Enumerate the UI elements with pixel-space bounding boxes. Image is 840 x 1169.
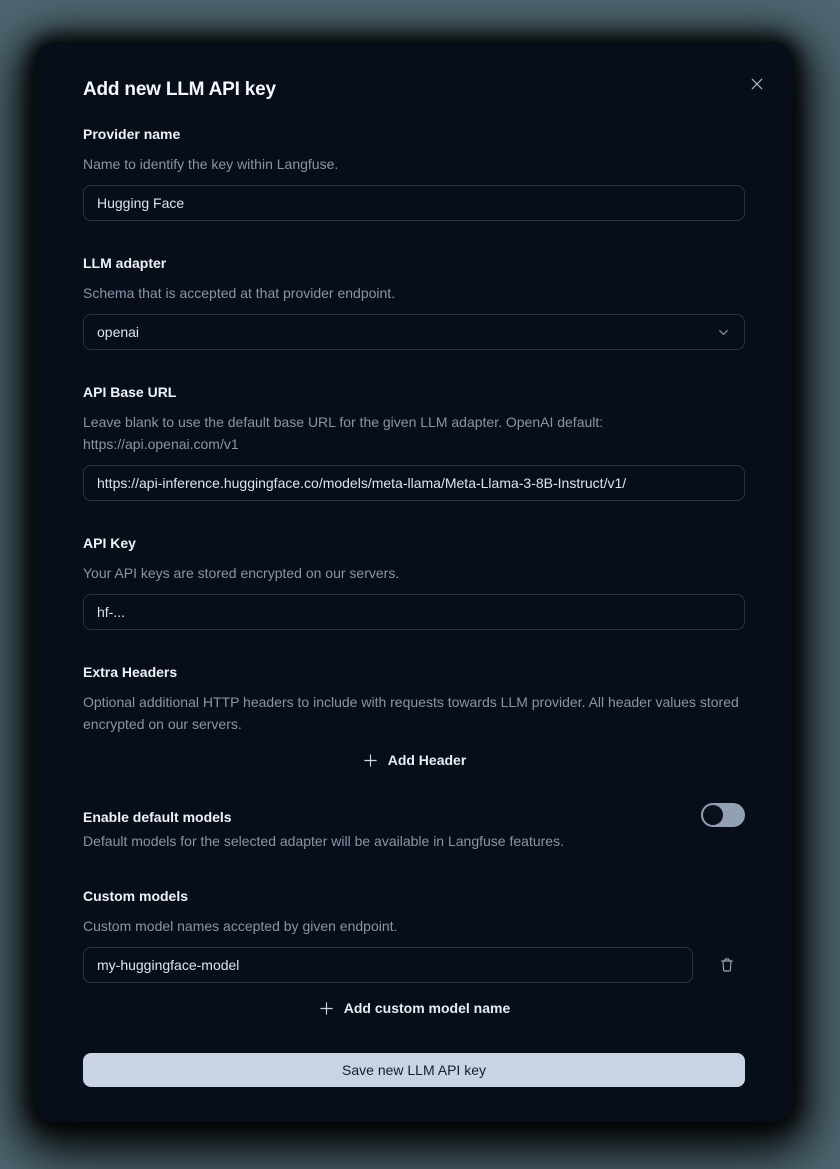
- chevron-down-icon: [716, 325, 731, 340]
- plus-icon: [318, 1000, 335, 1017]
- llm-adapter-label: LLM adapter: [83, 255, 167, 271]
- api-base-url-label: API Base URL: [83, 384, 177, 400]
- add-header-button-label: Add Header: [387, 752, 467, 768]
- close-button[interactable]: [745, 72, 769, 96]
- provider-name-group: [83, 124, 745, 221]
- enable-default-models-toggle[interactable]: [701, 803, 745, 827]
- api-key-group: [83, 533, 745, 630]
- custom-model-input[interactable]: [83, 947, 693, 983]
- delete-custom-model-button[interactable]: [717, 955, 737, 975]
- enable-default-models-description: Default models for the selected adapter will be available in Langfuse features.: [83, 833, 564, 849]
- extra-headers-description: Optional additional HTTP headers to include with requests towards LLM provider. All header values stored encrypted on our servers.: [83, 694, 739, 732]
- provider-name-description: Name to identify the key within Langfuse.: [83, 156, 339, 172]
- trash-icon: [719, 956, 735, 974]
- custom-model-row: [83, 947, 745, 983]
- enable-default-models-group: [83, 807, 745, 852]
- add-custom-model-button-label: Add custom model name: [343, 1000, 511, 1016]
- add-llm-api-key-dialog: [35, 42, 793, 1122]
- plus-icon: [362, 752, 379, 769]
- custom-models-description: Custom model names accepted by given endpoint.: [83, 918, 398, 934]
- api-base-url-description: Leave blank to use the default base URL for the given LLM adapter. OpenAI default: https://api.openai.com/v1: [83, 414, 604, 452]
- llm-adapter-select[interactable]: [83, 314, 745, 350]
- api-base-url-input[interactable]: [83, 465, 745, 501]
- provider-name-input[interactable]: [83, 185, 745, 221]
- llm-adapter-description: Schema that is accepted at that provider endpoint.: [83, 285, 396, 301]
- save-button[interactable]: Save new LLM API key: [83, 1053, 745, 1087]
- api-key-input[interactable]: [83, 594, 745, 630]
- llm-adapter-selected-value: openai: [97, 324, 140, 340]
- toggle-knob: [703, 805, 723, 825]
- add-header-button[interactable]: [362, 749, 467, 771]
- api-key-description: Your API keys are stored encrypted on our servers.: [83, 565, 400, 581]
- x-icon: [749, 76, 765, 92]
- llm-adapter-group: [83, 253, 745, 350]
- add-custom-model-button[interactable]: [318, 997, 510, 1019]
- api-base-url-group: [83, 382, 745, 501]
- api-key-label: API Key: [83, 535, 136, 551]
- dialog-title: Add new LLM API key: [83, 79, 276, 100]
- provider-name-label: Provider name: [83, 126, 181, 142]
- extra-headers-group: [83, 662, 745, 771]
- enable-default-models-label: Enable default models: [83, 809, 232, 825]
- extra-headers-label: Extra Headers: [83, 664, 178, 680]
- custom-models-group: [83, 886, 745, 1019]
- custom-models-label: Custom models: [83, 888, 189, 904]
